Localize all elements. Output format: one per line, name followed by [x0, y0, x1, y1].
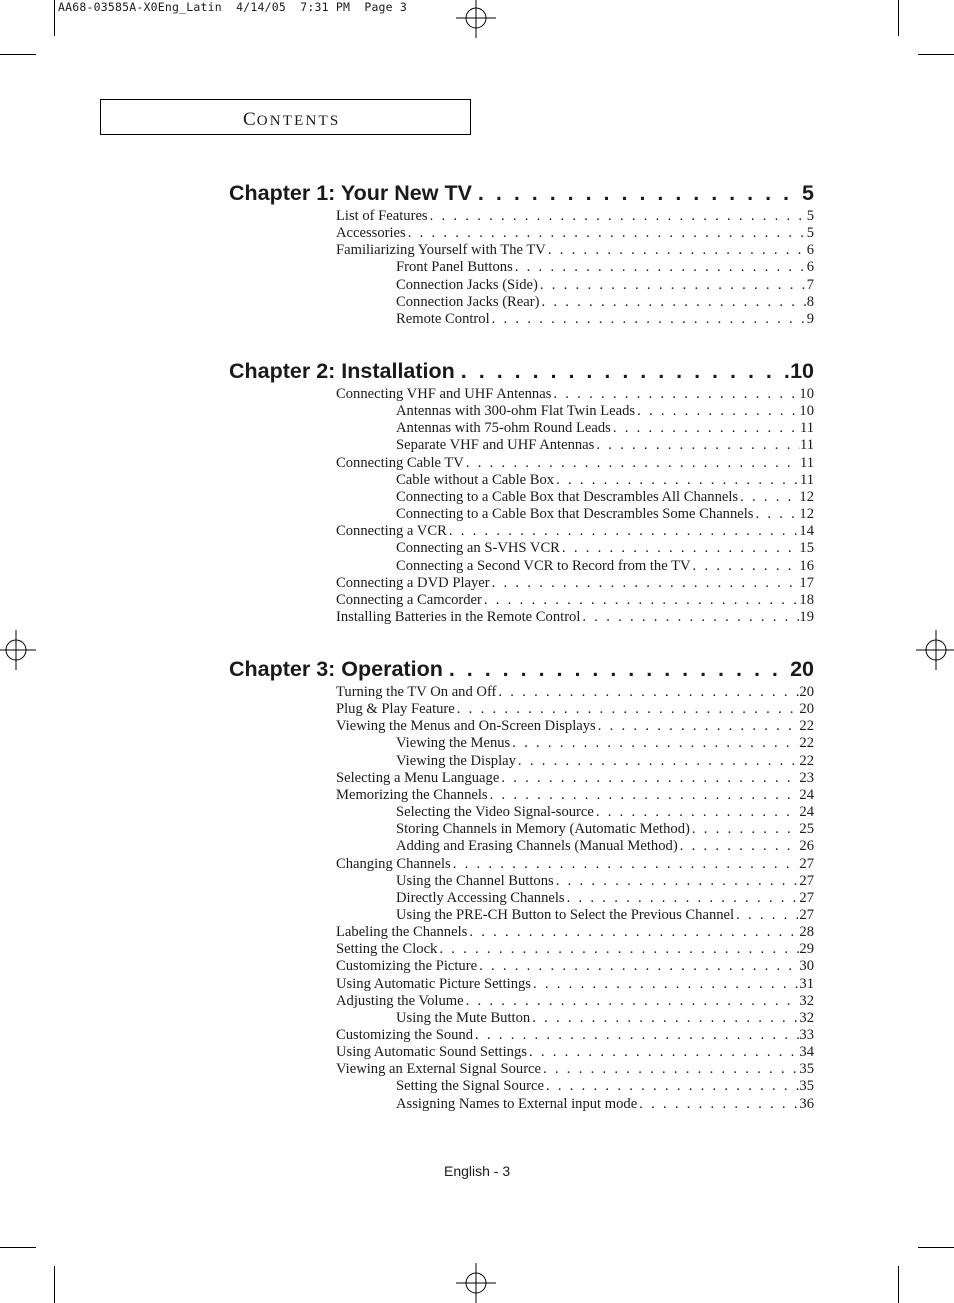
registration-mark-icon	[916, 630, 954, 670]
chapter-page-number: 10	[790, 359, 814, 383]
entry-label: Connecting an S-VHS VCR	[396, 540, 560, 556]
entry-label: Connecting a Camcorder	[336, 592, 482, 608]
dot-leader	[560, 540, 799, 557]
toc-subentry[interactable]	[396, 804, 814, 821]
entry-label: Selecting a Menu Language	[336, 770, 500, 786]
toc-entry[interactable]	[336, 1044, 814, 1061]
dot-leader	[594, 437, 800, 454]
dot-leader	[490, 575, 800, 592]
crop-mark	[918, 54, 954, 55]
entry-label: Customizing the Picture	[336, 958, 478, 974]
entry-label: Connecting a VCR	[336, 523, 447, 539]
toc-subentry[interactable]	[396, 873, 814, 890]
dot-leader	[637, 1096, 799, 1113]
entry-label: Connecting a DVD Player	[336, 575, 490, 591]
page-footer: English - 3	[444, 1163, 511, 1179]
dot-leader	[635, 403, 799, 420]
entry-label: Cable without a Cable Box	[396, 472, 555, 488]
entry-label: Setting the Clock	[336, 941, 438, 957]
toc-subentry[interactable]	[396, 735, 814, 752]
dot-leader	[531, 976, 799, 993]
entry-page-number: 36	[799, 1096, 814, 1112]
entry-page-number: 5	[806, 208, 814, 224]
entry-page-number: 34	[799, 1044, 814, 1060]
entry-label: Connecting to a Cable Box that Descrambles Some Channels	[396, 506, 754, 522]
entry-page-number: 32	[799, 1010, 814, 1026]
entry-page-number: 12	[799, 506, 814, 522]
toc-subentry[interactable]	[396, 472, 814, 489]
dot-leader	[580, 609, 799, 626]
toc-subentry[interactable]	[396, 437, 814, 454]
entry-page-number: 26	[799, 838, 814, 854]
toc-entry[interactable]	[336, 523, 814, 540]
entry-label: Using the Channel Buttons	[396, 873, 554, 889]
entry-label: Adjusting the Volume	[336, 993, 464, 1009]
dot-leader	[451, 856, 800, 873]
entry-page-number: 6	[806, 259, 814, 275]
toc-entry[interactable]	[336, 1027, 814, 1044]
chapter-page-number: 5	[802, 181, 814, 205]
dot-leader	[691, 558, 800, 575]
entry-page-number: 11	[799, 437, 814, 453]
entry-label: Remote Control	[396, 311, 490, 327]
toc-subentry[interactable]	[396, 907, 814, 924]
dot-leader	[428, 208, 807, 225]
entry-page-number: 27	[799, 873, 814, 889]
entry-page-number: 8	[806, 294, 814, 310]
dot-leader	[516, 753, 799, 770]
entry-page-number: 28	[799, 924, 814, 940]
entry-page-number: 27	[799, 907, 814, 923]
dot-leader	[464, 993, 800, 1010]
entry-label: Directly Accessing Channels	[396, 890, 565, 906]
contents-header	[100, 99, 471, 135]
toc-subentry[interactable]	[396, 259, 814, 276]
entry-page-number: 31	[799, 976, 814, 992]
dot-leader	[499, 770, 799, 787]
entry-label: Connecting VHF and UHF Antennas	[336, 386, 552, 402]
toc-entry[interactable]	[336, 242, 814, 259]
toc-subentry[interactable]	[396, 311, 814, 328]
dot-leader	[406, 225, 807, 242]
toc-subentry[interactable]	[396, 1096, 814, 1113]
dot-leader	[538, 277, 807, 294]
entry-label: Viewing the Menus and On-Screen Displays	[336, 718, 596, 734]
entry-page-number: 5	[806, 225, 814, 241]
toc-entry[interactable]	[336, 993, 814, 1010]
registration-mark-icon	[0, 630, 36, 670]
entry-label: Installing Batteries in the Remote Control	[336, 609, 581, 625]
dot-leader	[753, 506, 799, 523]
dot-leader	[527, 1044, 799, 1061]
page-title	[243, 109, 340, 131]
entry-page-number: 33	[799, 1027, 814, 1043]
entry-page-number: 18	[799, 592, 814, 608]
entry-label: Selecting the Video Signal-source	[396, 804, 594, 820]
dot-leader	[544, 1078, 799, 1095]
registration-mark-icon	[456, 0, 496, 38]
entry-page-number: 30	[799, 958, 814, 974]
dot-leader	[565, 890, 800, 907]
entry-page-number: 24	[799, 787, 814, 803]
entry-label: Plug & Play Feature	[336, 701, 455, 717]
dot-leader	[530, 1010, 799, 1027]
toc-entry[interactable]	[336, 575, 814, 592]
toc-subentry[interactable]	[396, 506, 814, 523]
entry-label: Front Panel Buttons	[396, 259, 513, 275]
toc-entry[interactable]	[336, 924, 814, 941]
crop-mark	[54, 0, 55, 36]
dot-leader	[551, 386, 799, 403]
entry-page-number: 22	[799, 753, 814, 769]
entry-page-number: 11	[799, 420, 814, 436]
toc-entry[interactable]	[336, 958, 814, 975]
dot-leader	[437, 941, 799, 958]
toc-subentry[interactable]	[396, 890, 814, 907]
entry-page-number: 22	[799, 718, 814, 734]
print-slug: AA68-03585A-X0Eng_Latin 4/14/05 7:31 PM Page 3	[58, 0, 408, 14]
entry-label: Separate VHF and UHF Antennas	[396, 437, 595, 453]
entry-label: Viewing the Display	[396, 753, 516, 769]
toc-entry[interactable]	[336, 592, 814, 609]
crop-mark	[0, 1247, 36, 1248]
toc-entry[interactable]	[336, 609, 814, 626]
entry-label: Setting the Signal Source	[396, 1078, 544, 1094]
entry-page-number: 11	[799, 455, 814, 471]
chapter-title: Chapter 2: Installation	[229, 359, 455, 383]
toc-entry[interactable]	[336, 701, 814, 718]
entry-label: Memorizing the Channels	[336, 787, 488, 803]
page-title-rest: ONTENTS	[256, 113, 341, 129]
dot-leader	[594, 804, 800, 821]
dot-leader	[467, 924, 799, 941]
toc-subentry[interactable]	[396, 420, 814, 437]
entry-label: Familiarizing Yourself with The TV	[336, 242, 546, 258]
entry-page-number: 11	[799, 472, 814, 488]
dot-leader	[554, 472, 800, 489]
crop-mark	[898, 1266, 899, 1303]
entry-label: List of Features	[336, 208, 428, 224]
chapter-title: Chapter 1: Your New TV	[229, 181, 472, 205]
entry-page-number: 29	[799, 941, 814, 957]
dot-leader	[541, 1061, 799, 1078]
toc-entry[interactable]	[336, 225, 814, 242]
entry-label: Connection Jacks (Side)	[396, 277, 538, 293]
entry-label: Storing Channels in Memory (Automatic Method)	[396, 821, 690, 837]
toc-subentry[interactable]	[396, 821, 814, 838]
toc-subentry[interactable]	[396, 540, 814, 557]
dot-leader	[447, 523, 800, 540]
dot-leader	[734, 907, 799, 924]
crop-mark	[918, 1247, 954, 1248]
entry-label: Using the PRE-CH Button to Select the Previous Channel	[396, 907, 735, 923]
dot-leader	[472, 181, 802, 206]
toc-entry[interactable]	[336, 208, 814, 225]
toc-subentry[interactable]	[396, 558, 814, 575]
registration-mark-icon	[456, 1263, 496, 1303]
entry-label: Antennas with 300-ohm Flat Twin Leads	[396, 403, 636, 419]
entry-page-number: 32	[799, 993, 814, 1009]
entry-page-number: 27	[799, 890, 814, 906]
dot-leader	[554, 873, 800, 890]
toc-subentry[interactable]	[396, 294, 814, 311]
entry-page-number: 17	[799, 575, 814, 591]
dot-leader	[539, 294, 806, 311]
dot-leader	[510, 735, 799, 752]
toc-entry[interactable]	[336, 718, 814, 735]
toc-subentry[interactable]	[396, 403, 814, 420]
entry-page-number: 23	[799, 770, 814, 786]
entry-label: Changing Channels	[336, 856, 451, 872]
dot-leader	[490, 311, 807, 328]
toc-subentry[interactable]	[396, 753, 814, 770]
dot-leader	[482, 592, 800, 609]
toc-entry[interactable]	[336, 455, 814, 472]
entry-label: Viewing an External Signal Source	[336, 1061, 542, 1077]
dot-leader	[611, 420, 800, 437]
toc-subentry[interactable]	[396, 838, 814, 855]
entry-page-number: 35	[799, 1061, 814, 1077]
crop-mark	[54, 1266, 55, 1303]
dot-leader	[443, 657, 790, 682]
toc-subentry[interactable]	[396, 277, 814, 294]
dot-leader	[455, 359, 790, 384]
dot-leader	[678, 838, 800, 855]
entry-page-number: 22	[799, 735, 814, 751]
dot-leader	[477, 958, 799, 975]
dot-leader	[738, 489, 799, 506]
entry-page-number: 24	[799, 804, 814, 820]
chapter-heading[interactable]	[229, 181, 814, 206]
entry-page-number: 35	[799, 1078, 814, 1094]
chapter-title: Chapter 3: Operation	[229, 657, 443, 681]
dot-leader	[596, 718, 800, 735]
toc-subentry[interactable]	[396, 1078, 814, 1095]
toc-subentry[interactable]	[396, 489, 814, 506]
toc-entry[interactable]	[336, 941, 814, 958]
entry-label: Viewing the Menus	[396, 735, 511, 751]
entry-page-number: 6	[806, 242, 814, 258]
dot-leader	[513, 259, 807, 276]
entry-label: Customizing the Sound	[336, 1027, 474, 1043]
entry-page-number: 7	[806, 277, 814, 293]
toc-entry[interactable]	[336, 684, 814, 701]
chapter-page-number: 20	[790, 657, 814, 681]
dot-leader	[496, 684, 799, 701]
entry-label: Connecting to a Cable Box that Descrambles All Channels	[396, 489, 739, 505]
entry-page-number: 15	[799, 540, 814, 556]
entry-label: Connecting a Second VCR to Record from the TV	[396, 558, 691, 574]
entry-page-number: 9	[806, 311, 814, 327]
entry-label: Connection Jacks (Rear)	[396, 294, 540, 310]
entry-page-number: 12	[799, 489, 814, 505]
entry-label: Antennas with 75-ohm Round Leads	[396, 420, 611, 436]
entry-page-number: 20	[799, 701, 814, 717]
toc-subentry[interactable]	[396, 1010, 814, 1027]
entry-page-number: 10	[799, 386, 814, 402]
chapter-heading[interactable]	[229, 359, 814, 384]
entry-label: Connecting Cable TV	[336, 455, 464, 471]
dot-leader	[546, 242, 807, 259]
entry-page-number: 25	[799, 821, 814, 837]
entry-label: Labeling the Channels	[336, 924, 468, 940]
toc-entry[interactable]	[336, 856, 814, 873]
entry-label: Using Automatic Sound Settings	[336, 1044, 527, 1060]
crop-mark	[898, 0, 899, 36]
entry-page-number: 10	[799, 403, 814, 419]
dot-leader	[473, 1027, 799, 1044]
entry-label: Assigning Names to External input mode	[396, 1096, 638, 1112]
entry-label: Using the Mute Button	[396, 1010, 531, 1026]
toc-entry[interactable]	[336, 770, 814, 787]
dot-leader	[690, 821, 800, 838]
entry-label: Turning the TV On and Off	[336, 684, 497, 700]
page-title-initial: C	[243, 109, 257, 130]
entry-page-number: 27	[799, 856, 814, 872]
toc-entry[interactable]	[336, 976, 814, 993]
crop-mark	[0, 54, 36, 55]
toc-entry[interactable]	[336, 386, 814, 403]
entry-label: Adding and Erasing Channels (Manual Method)	[396, 838, 678, 854]
chapter-heading[interactable]	[229, 657, 814, 682]
dot-leader	[455, 701, 800, 718]
entry-label: Using Automatic Picture Settings	[336, 976, 531, 992]
toc-entry[interactable]	[336, 1061, 814, 1078]
entry-label: Accessories	[336, 225, 406, 241]
entry-page-number: 19	[799, 609, 814, 625]
dot-leader	[464, 455, 800, 472]
entry-page-number: 16	[799, 558, 814, 574]
entry-page-number: 20	[799, 684, 814, 700]
dot-leader	[488, 787, 800, 804]
toc-entry[interactable]	[336, 787, 814, 804]
entry-page-number: 14	[799, 523, 814, 539]
